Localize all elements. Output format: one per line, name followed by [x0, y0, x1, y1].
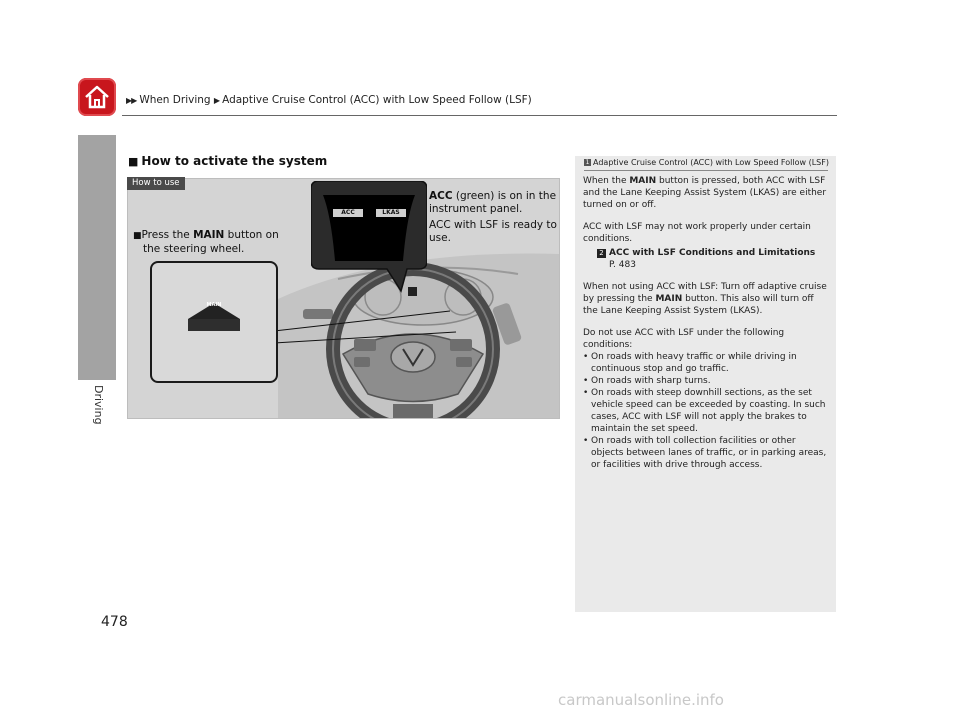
- reference-page[interactable]: P. 483: [609, 260, 636, 270]
- chapter-label: Driving: [92, 385, 105, 425]
- callout-text: the steering wheel.: [143, 243, 245, 255]
- breadcrumb: [126, 94, 532, 106]
- note-paragraph: When not using ACC with LSF: Turn off adaptive cruise by pressing the MAIN button. This also will turn off the Lane Keeping Assist System (LKAS).: [583, 282, 827, 316]
- chapter-tab: [78, 135, 116, 380]
- main-label: MAIN: [193, 229, 225, 241]
- note-icon: 1: [585, 159, 590, 166]
- main-button-label: MAIN: [206, 302, 222, 308]
- section-title: [128, 154, 327, 168]
- main-button-callout-text: [133, 229, 279, 256]
- lkas-indicator: LKAS: [376, 209, 406, 217]
- page-number: 478: [101, 614, 128, 630]
- main-button-icon: [152, 263, 276, 381]
- acc-callout-line: (green) is on in the: [452, 190, 557, 202]
- breadcrumb-arrow-icon: ▶▶: [126, 96, 137, 105]
- list-item: • On roads with sharp turns.: [583, 375, 828, 387]
- home-button[interactable]: [78, 78, 116, 116]
- acc-indicator: ACC: [333, 209, 363, 217]
- acc-callout-line: ACC with LSF is ready to use.: [429, 219, 557, 244]
- callout-text: button on: [224, 229, 279, 241]
- note-header-text: Adaptive Cruise Control (ACC) with Low Speed Follow (LSF): [593, 158, 829, 167]
- note-body: [583, 175, 828, 471]
- acc-label: ACC: [429, 190, 453, 202]
- reference-arrow-icon: 2: [597, 249, 606, 258]
- note-header: [584, 158, 828, 171]
- how-to-use-tag: How to use: [127, 177, 185, 190]
- note-paragraph: ACC with LSF may not work properly under certain conditions.: [583, 222, 811, 244]
- breadcrumb-item[interactable]: When Driving: [139, 94, 211, 106]
- breadcrumb-arrow-icon: ▶: [213, 96, 220, 105]
- list-item: • On roads with toll collection facilities or other objects between lanes of traffic, or in parking areas, or facilities with drive through access.: [583, 435, 828, 471]
- callout-text: Press the: [141, 229, 194, 241]
- header-divider: [122, 115, 837, 116]
- indicator-callout-bubble: [311, 181, 427, 294]
- reference-title[interactable]: ACC with LSF Conditions and Limitations: [609, 248, 816, 258]
- list-item: • On roads with heavy traffic or while driving in continuous stop and go traffic.: [583, 351, 828, 375]
- cross-reference-link[interactable]: [597, 247, 828, 271]
- watermark: carmanualsonline.info: [558, 691, 724, 709]
- list-item: • On roads with steep downhill sections, as the set vehicle speed can be exceeded by coasting. In such cases, ACC with LSF will not apply the brakes to maintain the set speed.: [583, 387, 828, 435]
- home-icon: [83, 83, 111, 111]
- section-title-text: How to activate the system: [141, 154, 328, 168]
- acc-callout-line: instrument panel.: [429, 203, 523, 215]
- conditions-list: [583, 351, 828, 471]
- main-button-inset: [150, 261, 278, 383]
- section-marker-icon: ■: [128, 155, 139, 168]
- breadcrumb-item[interactable]: Adaptive Cruise Control (ACC) with Low Speed Follow (LSF): [222, 94, 532, 106]
- acc-callout-text: [429, 190, 557, 245]
- note-paragraph: When the MAIN button is pressed, both ACC with LSF and the Lane Keeping Assist System (LKAS) are either turned on or off.: [583, 176, 827, 210]
- note-paragraph: Do not use ACC with LSF under the following conditions:: [583, 328, 785, 350]
- callout-marker-icon: ■: [133, 231, 142, 241]
